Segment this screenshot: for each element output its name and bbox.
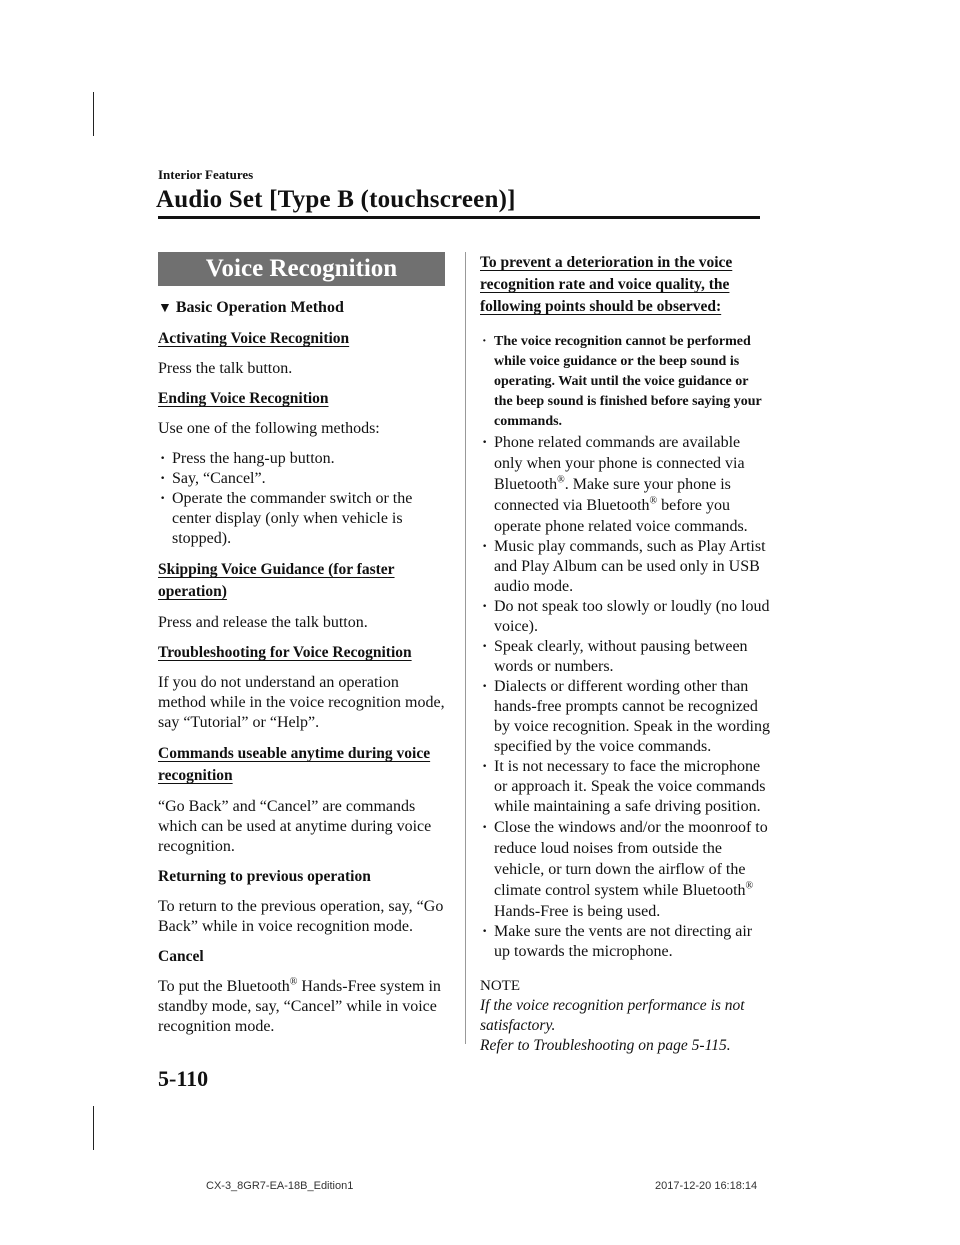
activating-heading: Activating Voice Recognition xyxy=(158,330,350,347)
list-item: · The voice recognition cannot be performed while voice guidance or the beep sound is operating. Wait until the voice guidance or the beep sound is finished before saying your commands. xyxy=(480,332,770,432)
list-item: · Make sure the vents are not directing air up towards the microphone. xyxy=(480,922,770,962)
ending-list xyxy=(158,449,445,549)
subsection-heading xyxy=(158,298,445,319)
crop-mark xyxy=(93,1106,94,1150)
page-number: 5-110 xyxy=(158,1066,209,1091)
prevention-heading: To prevent a deterioration in the voice recognition rate and voice quality, the following points should be observed: xyxy=(480,254,733,315)
list-item: · Dialects or different wording other than hands-free prompts cannot be recognized by voice recognition. Speak in the wording specified by the voice commands. xyxy=(480,677,770,757)
troubleshooting-text: If you do not understand an operation method while in the voice recognition mode, say “Tutorial” or “Help”. xyxy=(158,674,445,731)
note-text: If the voice recognition performance is not satisfactory. xyxy=(480,997,745,1034)
column-divider xyxy=(465,252,466,1044)
right-column xyxy=(480,252,770,1056)
list-item: · Music play commands, such as Play Artist and Play Album can be used only in USB audio mode. xyxy=(480,537,770,597)
skipping-text: Press and release the talk button. xyxy=(158,614,368,631)
left-column xyxy=(158,252,445,1047)
list-item: · Do not speak too slowly or loudly (no loud voice). xyxy=(480,597,770,637)
commands-text: “Go Back” and “Cancel” are commands which can be used at anytime during voice recognition. xyxy=(158,798,432,855)
returning-text: To return to the previous operation, say, “Go Back” while in voice recognition mode. xyxy=(158,898,444,935)
list-item: · Press the hang-up button. xyxy=(158,449,445,469)
section-label: Interior Features xyxy=(158,167,254,182)
ending-heading: Ending Voice Recognition xyxy=(158,390,329,407)
skipping-heading: Skipping Voice Guidance (for faster operation) xyxy=(158,561,395,600)
title-rule xyxy=(158,216,760,219)
list-item: · Operate the commander switch or the center display (only when vehicle is stopped). xyxy=(158,489,445,549)
list-item: · It is not necessary to face the microphone or approach it. Speak the voice commands while maintaining a safe driving position. xyxy=(480,757,770,817)
commands-heading: Commands useable anytime during voice recognition xyxy=(158,745,431,784)
cancel-heading: Cancel xyxy=(158,948,204,965)
list-item: · Close the windows and/or the moonroof to reduce loud noises from outside the vehicle, or turn down the airflow of the climate control system while Bluetooth® Hands-Free is being used. xyxy=(480,817,770,922)
subsection-heading-text: Basic Operation Method xyxy=(175,299,344,316)
activating-text: Press the talk button. xyxy=(158,360,293,377)
cancel-text: To put the Bluetooth® Hands-Free system in standby mode, say, “Cancel” while in voice recognition mode. xyxy=(158,976,441,1035)
crop-mark xyxy=(93,92,94,136)
print-timestamp: 2017-12-20 16:18:14 xyxy=(655,1180,758,1192)
section-banner: Voice Recognition xyxy=(158,252,445,286)
troubleshooting-heading: Troubleshooting for Voice Recognition xyxy=(158,644,412,661)
note-label: NOTE xyxy=(480,978,520,994)
returning-heading: Returning to previous operation xyxy=(158,868,371,885)
triangle-down-icon: ▼ xyxy=(158,301,172,316)
prevention-list xyxy=(480,332,770,962)
ending-intro: Use one of the following methods: xyxy=(158,420,380,437)
note-reference: Refer to Troubleshooting on page 5-115. xyxy=(480,1037,731,1054)
page-title: Audio Set [Type B (touchscreen)] xyxy=(156,186,516,213)
list-item: · Phone related commands are available only when your phone is connected via Bluetooth®. Make sure your phone is connected via Bluetooth® before you operate phone related voice commands. xyxy=(480,432,770,537)
list-item: · Speak clearly, without pausing between words or numbers. xyxy=(480,637,770,677)
list-item: · Say, “Cancel”. xyxy=(158,469,445,489)
document-id: CX-3_8GR7-EA-18B_Edition1 xyxy=(206,1180,354,1192)
